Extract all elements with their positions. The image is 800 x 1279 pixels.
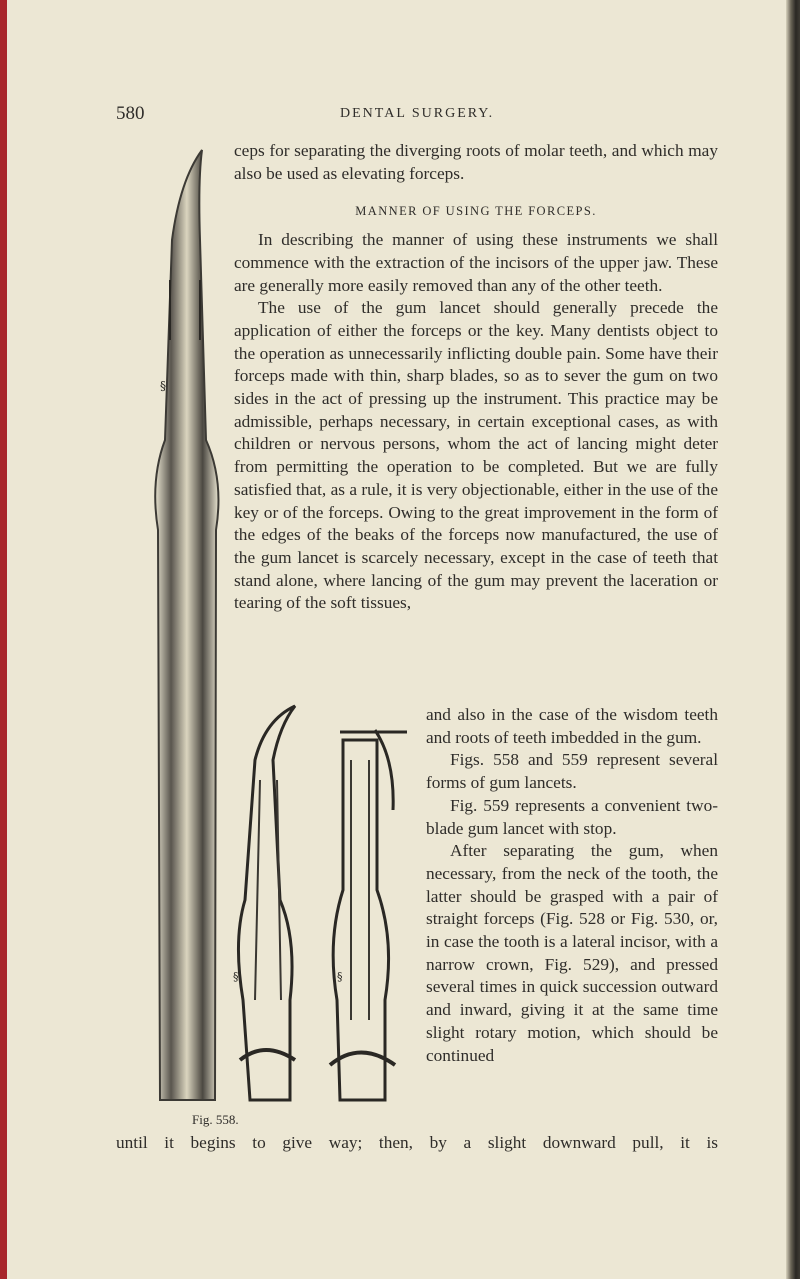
last-line-text: until it begins to give way; then, by a slight downward pull, it is <box>116 1133 718 1152</box>
paragraph: Figs. 558 and 559 represent several forms of gum lancets. <box>426 750 718 793</box>
right-column-text <box>426 704 718 1067</box>
page-number: 580 <box>116 103 145 124</box>
paragraph: and also in the case of the wisdom teeth and roots of teeth imbedded in the gum. <box>426 705 718 747</box>
paragraph: ceps for separating the diverging roots of molar teeth, and which may also be used as elevating forceps. <box>234 141 718 183</box>
paragraph: In describing the manner of using these instruments we shall commence with the extraction of the incisors of the upper jaw. These are generally more easily removed than any of the other teeth. <box>234 230 718 295</box>
section-heading: MANNER OF USING THE FORCEPS. <box>355 204 597 219</box>
fig-558-left-lancet <box>225 700 310 1110</box>
fig-558-right-lancet <box>315 720 415 1110</box>
page-header <box>0 103 800 127</box>
paragraph: The use of the gum lancet should generally precede the application of either the forceps or the key. Many dentists object to the operation as unnecessarily inflicting double pain. Some have their forceps made with thin, sharp blades, so as to sever the gum on two sides in the act of pressing up the instrument. This practice may be admissible, perhaps necessary, in certain exceptional cases, as with children or nervous persons, whom the act of lancing might deter from permitting the operation to be completed. But we are fully satisfied that, as a rule, it is very objectionable, either in the use of the key or of the forceps. Owing to the great improvement in the form of the edges of the beaks of the forceps now manufactured, the use of the gum lancet is scarcely necessary, except in the case of teeth that stand alone, where lancing of the gum may prevent the laceration or tearing of the soft tissues, <box>234 298 718 613</box>
svg-text:§: § <box>233 970 239 983</box>
running-head: DENTAL SURGERY. <box>340 106 495 121</box>
paragraph: After separating the gum, when necessary, from the neck of the tooth, the latter should be grasped with a pair of straight forceps (Fig. 528 or Fig. 530, or, in case the tooth is a lateral incisor, with a narrow crown, Fig. 529), and pressed several times in quick succession outward and inward, giving it at the same time slight rotary motion, which should be continued <box>426 841 718 1065</box>
gum-lancet-illustration-left <box>140 140 230 1110</box>
svg-text:§: § <box>337 970 343 983</box>
main-text-block <box>234 140 718 615</box>
paragraph: Fig. 559 represents a convenient two-blade gum lancet with stop. <box>426 795 718 838</box>
svg-text:§: § <box>160 379 166 393</box>
book-spine-edge <box>0 0 7 1279</box>
page-right-edge <box>786 0 800 1279</box>
figure-caption: Fig. 558. <box>192 1112 239 1127</box>
